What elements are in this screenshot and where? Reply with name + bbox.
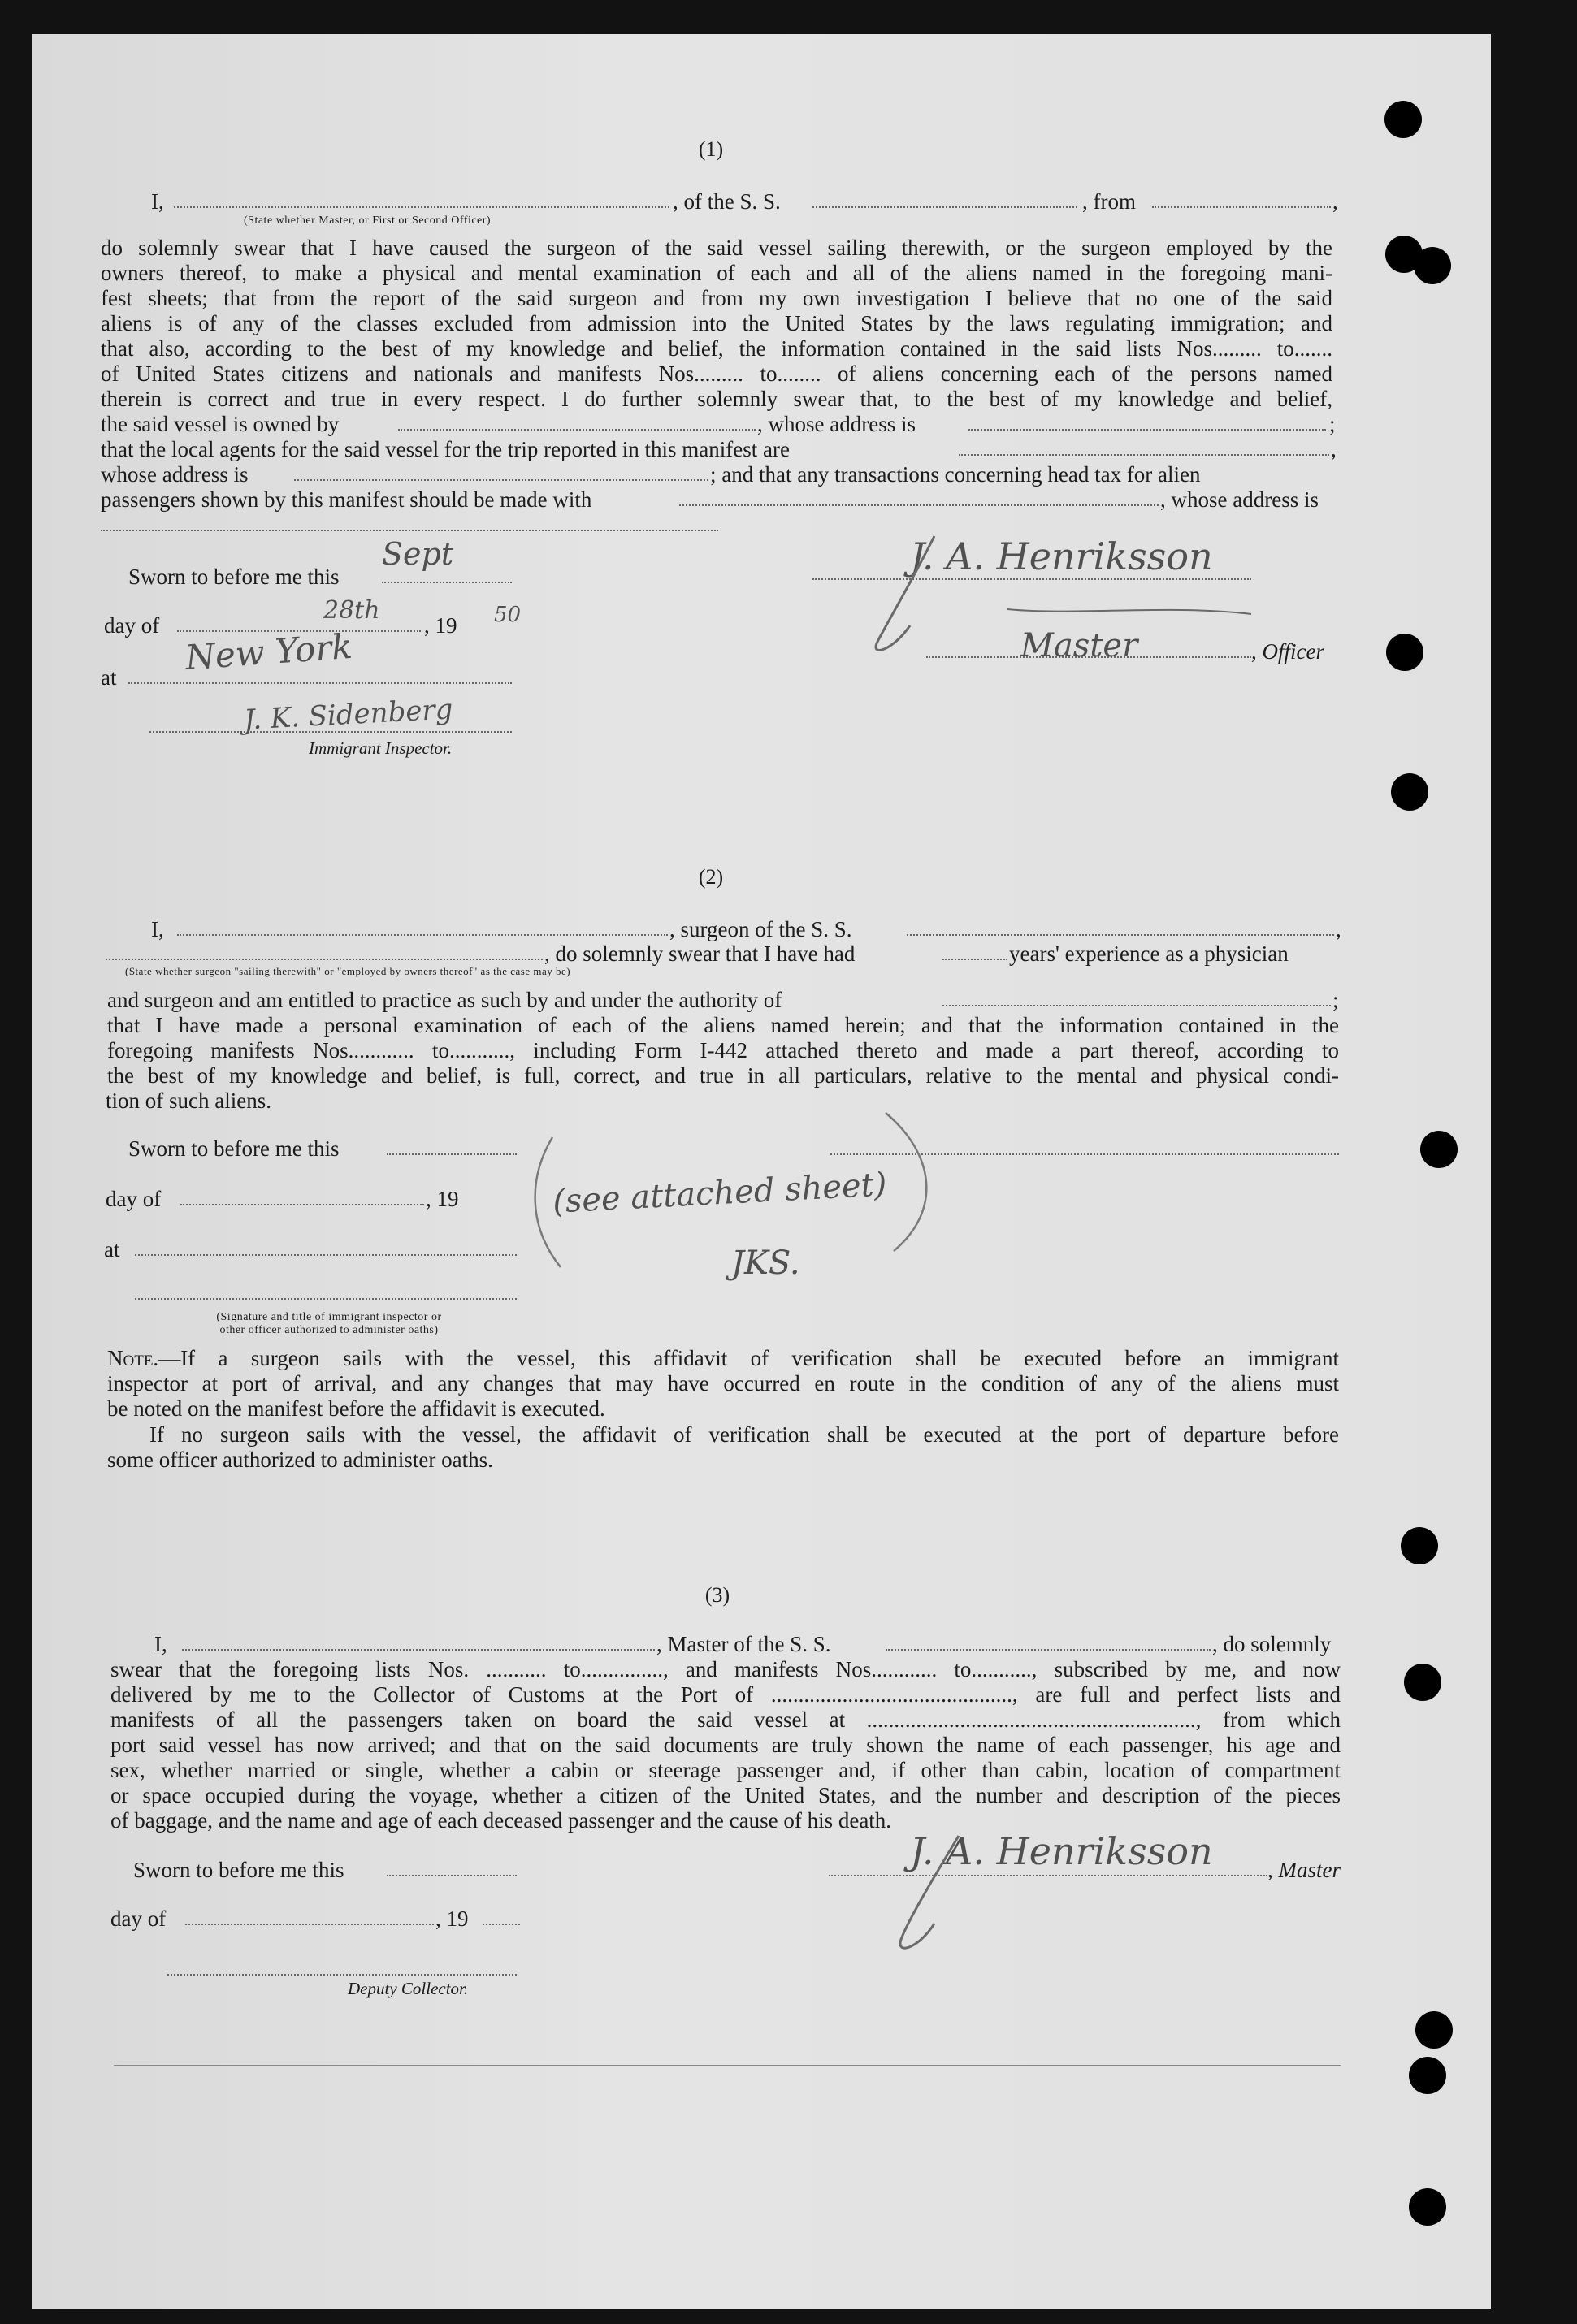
sec2-note2-last: some officer authorized to administer oaths. xyxy=(107,1448,493,1472)
body-line: sex, whether married or single, whether a cabin or steerage passenger and, if other than cabin, location of compartment xyxy=(110,1758,1341,1782)
sec1-handwritten-place: New York xyxy=(184,625,354,678)
punch-hole xyxy=(1404,1664,1441,1701)
sec3-signature-flourish xyxy=(869,1820,1324,1958)
sec1-inspector-signature: J. K. Sidenberg xyxy=(243,693,454,737)
sec3-master-name-field xyxy=(182,1649,655,1651)
sec3-ship-label: , Master of the S. S. xyxy=(656,1632,831,1656)
sec3-master-signature: J. A. Henriksson xyxy=(910,1829,1213,1873)
punch-hole xyxy=(1386,634,1423,671)
sec1-headtax-address-label: , whose address is xyxy=(1160,487,1319,512)
sec3-ship-name-field xyxy=(886,1649,1211,1651)
sec2-ship-name-field xyxy=(907,934,1334,936)
section-3-number: (3) xyxy=(704,1583,730,1607)
sec2-surgeon-type-field xyxy=(106,959,543,960)
punctuation: , xyxy=(1331,437,1337,461)
sec3-sworn-label: Sworn to before me this xyxy=(133,1858,344,1882)
sec2-note-last: be noted on the manifest before the affidavit is executed. xyxy=(107,1396,605,1421)
sec2-pronoun: I, xyxy=(151,917,164,941)
sec3-collector-caption: Deputy Collector. xyxy=(348,1979,469,1998)
sec2-authority-label: and surgeon and am entitled to practice as such by and under the authority of xyxy=(107,988,782,1012)
section-2-number: (2) xyxy=(698,865,724,889)
body-line: fest sheets; that from the report of the said surgeon and from my own investigation I believe that no one of the said xyxy=(101,286,1332,310)
body-line: manifests of all the passengers taken on board the said vessel at ............................................................, from which xyxy=(110,1707,1341,1732)
sec1-pronoun: I, xyxy=(151,189,164,214)
sec3-day-label: day of xyxy=(110,1906,167,1931)
sec2-handwritten-note: (see attached sheet) xyxy=(552,1166,888,1221)
sec1-signature-flourish xyxy=(861,520,1349,666)
sec2-ship-label: , surgeon of the S. S. xyxy=(669,917,852,941)
body-line: port said vessel has now arrived; and that on the said documents are truly shown the name of each passenger, his age and xyxy=(110,1733,1341,1757)
sec3-sworn-field xyxy=(387,1875,517,1876)
sec2-sworn-label: Sworn to before me this xyxy=(128,1136,340,1161)
note-label: Note. xyxy=(107,1346,159,1370)
sec1-from-label: , from xyxy=(1082,189,1136,214)
sec1-from-port-field xyxy=(1152,206,1331,208)
body-line: or space occupied during the voyage, whether a citizen of the United States, and the number and description of the pieces xyxy=(110,1783,1341,1807)
sec1-inspector-caption: Immigrant Inspector. xyxy=(309,738,453,758)
sec1-owned-label: the said vessel is owned by xyxy=(101,412,340,436)
sec1-headtax-party-field xyxy=(679,504,1159,506)
sec1-officer-label: , Officer xyxy=(1251,639,1324,664)
sec1-at-field xyxy=(128,682,512,684)
sec1-agents-label: that the local agents for the said vessel for the trip reported in this manifest are xyxy=(101,437,790,461)
sec1-headtax-address-field xyxy=(101,530,718,531)
punch-hole xyxy=(1384,101,1422,138)
body-line: that I have made a personal examination of each of the aliens named herein; and that the information contained in the xyxy=(107,1013,1339,1037)
sec3-master-label: , Master xyxy=(1267,1858,1341,1882)
punch-hole xyxy=(1391,773,1428,811)
body-line: of United States citizens and nationals and manifests Nos......... to........ of aliens concerning each of the persons named xyxy=(101,361,1332,386)
sec1-owner-address-field xyxy=(968,429,1326,431)
sec3-pronoun: I, xyxy=(154,1632,167,1656)
sec2-officer-signature-line xyxy=(135,1298,517,1300)
punch-hole xyxy=(1420,1131,1458,1168)
sec1-rank-caption: (State whether Master, or First or Second Officer) xyxy=(244,214,492,227)
body-line: the best of my knowledge and belief, is full, correct, and true in all particulars, relative to the mental and physical condi- xyxy=(107,1063,1339,1088)
sec3-solemnly-label: , do solemnly xyxy=(1212,1632,1332,1656)
punch-hole xyxy=(1415,2011,1453,2049)
sec1-agents-address-label: whose address is xyxy=(101,462,249,487)
sec2-note-bracket xyxy=(512,1105,967,1316)
body-line: delivered by me to the Collector of Customs at the Port of ............................................, are full and perfect lists and xyxy=(110,1682,1341,1707)
sec2-day-field xyxy=(180,1204,424,1205)
sec1-agents-address-field xyxy=(294,479,708,481)
sec2-signature-caption-1: (Signature and title of immigrant inspector or xyxy=(216,1311,442,1323)
sec1-owner-address-label: , whose address is xyxy=(757,412,916,436)
punch-hole xyxy=(1409,2057,1446,2094)
sec2-note2-line: If no surgeon sails with the vessel, the affidavit of verification shall be executed at the port of departure before xyxy=(149,1422,1339,1447)
body-line: do solemnly swear that I have caused the surgeon of the said vessel sailing therewith, or the surgeon employed by the xyxy=(101,236,1332,260)
sec2-years-text: years' experience as a physician xyxy=(1009,941,1289,966)
sec1-handwritten-month: Sept xyxy=(382,536,454,572)
sec1-handwritten-rank: Master xyxy=(1020,627,1138,664)
sec2-signature-caption-2: other officer authorized to administer oaths) xyxy=(219,1324,439,1336)
sec2-swear-text: , do solemnly swear that I have had xyxy=(544,941,856,966)
sec3-day-field xyxy=(185,1924,434,1925)
sec3-last-line: of baggage, and the name and age of each deceased passenger and the cause of his death. xyxy=(110,1808,892,1833)
body-line: swear that the foregoing lists Nos. ........... to..............., and manifests Nos............ to..........., subscribed by me, and now xyxy=(110,1657,1341,1681)
sec1-owner-field xyxy=(398,429,756,431)
sec3-year-label: , 19 xyxy=(435,1906,469,1931)
sec1-passengers-label: passengers shown by this manifest should be made with xyxy=(101,487,592,512)
sec1-day-label: day of xyxy=(104,613,160,638)
sec1-officer-rank-field xyxy=(174,206,669,208)
sec1-handwritten-day: 28th xyxy=(323,596,380,625)
body-line: owners thereof, to make a physical and mental examination of each and all of the aliens named in the foregoing mani- xyxy=(101,261,1332,285)
sec1-master-signature: J. A. Henriksson xyxy=(910,534,1213,578)
sec2-note-line: inspector at port of arrival, and any changes that may have occurred en route in the condition of any of the aliens must xyxy=(107,1371,1339,1396)
sec2-years-field xyxy=(942,959,1007,960)
footer-rule xyxy=(114,2065,1341,2066)
note-text: —If a surgeon sails with the vessel, this affidavit of verification shall be executed before an immigrant xyxy=(158,1346,1339,1370)
sec2-at-label: at xyxy=(104,1237,120,1262)
body-line: that also, according to the best of my knowledge and belief, the information contained in the said lists Nos......... to....... xyxy=(101,336,1332,361)
body-line: foregoing manifests Nos............ to..........., including Form I-442 attached thereto and made a part thereof, according to xyxy=(107,1038,1339,1062)
sec2-year-label: , 19 xyxy=(426,1187,459,1211)
sec2-day-label: day of xyxy=(106,1187,162,1211)
punch-hole xyxy=(1401,1527,1438,1564)
sec1-handwritten-year: 50 xyxy=(494,603,522,627)
punctuation: , xyxy=(1336,917,1341,941)
sec1-year-label: , 19 xyxy=(424,613,457,638)
sec2-last-line: tion of such aliens. xyxy=(106,1088,271,1113)
body-line: therein is correct and true in every respect. I do further solemnly swear that, to the best of my knowledge and belief, xyxy=(101,387,1332,411)
sec2-handwritten-initials: JKS. xyxy=(731,1244,800,1282)
body-line: aliens is of any of the classes excluded from admission into the United States by the laws regulating immigration; and xyxy=(101,311,1332,335)
sec1-sworn-field xyxy=(382,582,512,583)
punch-hole xyxy=(1409,2188,1446,2226)
sec2-note-line xyxy=(107,1345,1339,1371)
section-1-number: (1) xyxy=(698,137,724,161)
punctuation: , xyxy=(1332,189,1338,214)
sec1-at-label: at xyxy=(101,665,117,690)
sec2-authority-field xyxy=(942,1005,1331,1006)
punch-hole xyxy=(1414,247,1451,284)
sec1-sworn-label: Sworn to before me this xyxy=(128,565,340,589)
punctuation: ; xyxy=(1329,412,1336,436)
sec1-agents-field xyxy=(959,454,1329,456)
sec2-sworn-field xyxy=(387,1153,517,1155)
sec3-year-field xyxy=(483,1924,520,1925)
sec2-type-caption: (State whether surgeon "sailing therewith" or "employed by owners thereof" as the case may be) xyxy=(125,965,571,977)
sec1-headtax-text: ; and that any transactions concerning head tax for alien xyxy=(710,462,1201,487)
sec2-at-field xyxy=(135,1254,517,1256)
punctuation: ; xyxy=(1332,988,1339,1012)
sec1-ship-name-field xyxy=(812,206,1077,208)
sec2-surgeon-name-field xyxy=(177,934,668,936)
sec1-ship-label: , of the S. S. xyxy=(673,189,781,214)
